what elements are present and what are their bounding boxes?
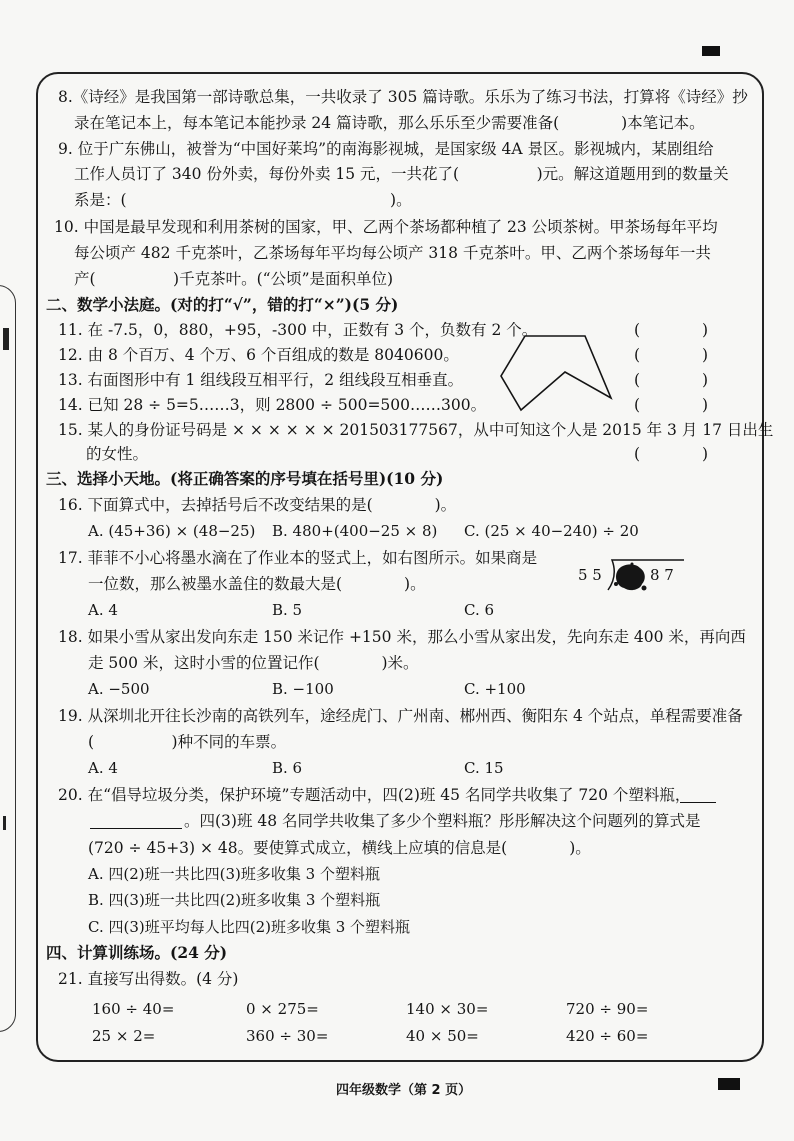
q20-line1: 20. 在“倡导垃圾分类，保护环境”专题活动中，四(2)班 45 名同学共收集了 720 个塑料瓶， bbox=[58, 786, 691, 804]
q16-option-a[interactable]: A. (45+36) × (48−25) bbox=[88, 522, 256, 540]
q20-line2: 。四(3)班 48 名同学共收集了多少个塑料瓶？彤彤解决这个问题列的算式是 bbox=[184, 812, 701, 830]
q15-line1: 15. 某人的身份证号码是 × × × × × × 201503177567，从中可知这个人是 2015 年 3 月 17 日出生 bbox=[58, 421, 774, 439]
q13: 13. 右面图形中有 1 组线段互相平行，2 组线段互相垂直。 bbox=[58, 371, 464, 389]
q10-line2: 每公顷产 482 千克茶叶，乙茶场每年平均每公顷产 318 千克茶叶。甲、乙两个茶场每年一共 bbox=[74, 244, 711, 262]
q9-line1: 9. 位于广东佛山，被誉为“中国好莱坞”的南海影视城，是国家级 4A 景区。影视城内，某剧组给 bbox=[58, 140, 714, 158]
corner-marker-bottom bbox=[718, 1078, 740, 1090]
q10-line3: 产( )千克茶叶。(“公顷”是面积单位) bbox=[74, 270, 394, 288]
calc-item[interactable]: 160 ÷ 40= bbox=[92, 1000, 175, 1018]
q14: 14. 已知 28 ÷ 5=5……3，则 2800 ÷ 500=500……300。 bbox=[58, 396, 487, 414]
q12-answer-paren[interactable]: ( ) bbox=[634, 346, 709, 364]
q10-line1: 10. 中国是最早发现和利用茶树的国家，甲、乙两个茶场都种植了 23 公顷茶树。甲茶场每年平均 bbox=[54, 218, 718, 236]
q15-answer-paren[interactable]: ( ) bbox=[634, 445, 709, 463]
q16-option-c[interactable]: C. (25 × 40−240) ÷ 20 bbox=[464, 522, 639, 540]
q18-line1: 18. 如果小雪从家出发向东走 150 米记作 +150 米，那么小雪从家出发，先向东走 400 米，再向西 bbox=[58, 628, 746, 646]
q14-answer-paren[interactable]: ( ) bbox=[634, 396, 709, 414]
q17-line2: 一位数，那么被墨水盖住的数最大是( )。 bbox=[88, 575, 426, 593]
division-dividend-tail: 8 7 bbox=[650, 566, 674, 584]
q20-option-b[interactable]: B. 四(3)班一共比四(2)班多收集 3 个塑料瓶 bbox=[88, 891, 381, 909]
q19-line2: ( )种不同的车票。 bbox=[88, 733, 287, 751]
calc-item[interactable]: 25 × 2= bbox=[92, 1027, 156, 1045]
q20-line3: (720 ÷ 45+3) × 48。要使算式成立，横线上应填的信息是( )。 bbox=[88, 839, 591, 857]
q20-option-a[interactable]: A. 四(2)班一共比四(3)班多收集 3 个塑料瓶 bbox=[88, 865, 380, 883]
section4-heading: 四、计算训练场。(24 分) bbox=[46, 943, 228, 962]
q20-blank-line-start[interactable] bbox=[90, 828, 182, 829]
q19-option-b[interactable]: B. 6 bbox=[272, 759, 303, 777]
q16-option-b[interactable]: B. 480+(400−25 × 8) bbox=[272, 522, 438, 540]
q13-shape-figure bbox=[495, 332, 615, 412]
q9-line2: 工作人员订了 340 份外卖，每份外卖 15 元，一共花了( )元。解这道题用到的数量关 bbox=[74, 165, 729, 183]
q17-option-b[interactable]: B. 5 bbox=[272, 601, 303, 619]
calc-item[interactable]: 40 × 50= bbox=[406, 1027, 479, 1045]
q20-option-c[interactable]: C. 四(3)班平均每人比四(2)班多收集 3 个塑料瓶 bbox=[88, 918, 411, 936]
q18-option-a[interactable]: A. −500 bbox=[88, 680, 150, 698]
q13-answer-paren[interactable]: ( ) bbox=[634, 371, 709, 389]
division-divisor: 5 5 bbox=[578, 566, 602, 584]
q9-line3: 系是：( )。 bbox=[74, 191, 412, 209]
page-footer: 四年级数学（第 2 页） bbox=[336, 1083, 472, 1098]
q19-option-a[interactable]: A. 4 bbox=[88, 759, 118, 777]
calc-item[interactable]: 140 × 30= bbox=[406, 1000, 489, 1018]
q20-blank-line-end[interactable] bbox=[680, 802, 716, 803]
long-division-figure bbox=[578, 558, 688, 594]
q18-option-b[interactable]: B. −100 bbox=[272, 680, 334, 698]
q17-option-c[interactable]: C. 6 bbox=[464, 601, 495, 619]
q21-stem: 21. 直接写出得数。(4 分) bbox=[58, 970, 239, 988]
q12: 12. 由 8 个百万、4 个万、6 个百组成的数是 8040600。 bbox=[58, 346, 459, 364]
section3-heading: 三、选择小天地。(将正确答案的序号填在括号里)(10 分) bbox=[46, 469, 444, 488]
calc-item[interactable]: 360 ÷ 30= bbox=[246, 1027, 329, 1045]
calc-item[interactable]: 0 × 275= bbox=[246, 1000, 319, 1018]
q19-option-c[interactable]: C. 15 bbox=[464, 759, 504, 777]
calc-item[interactable]: 720 ÷ 90= bbox=[566, 1000, 649, 1018]
q8-line1: 8.《诗经》是我国第一部诗歌总集，一共收录了 305 篇诗歌。乐乐为了练习书法，打算将《诗经》抄 bbox=[58, 88, 748, 106]
q17-line1: 17. 菲菲不小心将墨水滴在了作业本的竖式上，如右图所示。如果商是 bbox=[58, 549, 538, 567]
q17-option-a[interactable]: A. 4 bbox=[88, 601, 118, 619]
q16-stem: 16. 下面算式中，去掉括号后不改变结果的是( )。 bbox=[58, 496, 457, 514]
q19-line1: 19. 从深圳北开往长沙南的高铁列车，途经虎门、广州南、郴州西、衡阳东 4 个站点，单程需要准备 bbox=[58, 707, 743, 725]
corner-marker-top bbox=[702, 46, 720, 56]
ink-blot-icon bbox=[612, 562, 648, 592]
q11: 11. 在 -7.5，0，880，+95，-300 中，正数有 3 个，负数有 2 个。 bbox=[58, 321, 538, 339]
binding-margin bbox=[0, 285, 16, 1032]
q11-answer-paren[interactable]: ( ) bbox=[634, 321, 709, 339]
q8-line2: 录在笔记本上，每本笔记本能抄录 24 篇诗歌，那么乐乐至少需要准备( )本笔记本。 bbox=[74, 114, 705, 132]
q18-option-c[interactable]: C. +100 bbox=[464, 680, 526, 698]
section2-heading: 二、数学小法庭。(对的打“√”，错的打“×”)(5 分) bbox=[46, 295, 399, 314]
q15-line2: 的女性。 bbox=[86, 445, 149, 463]
calc-item[interactable]: 420 ÷ 60= bbox=[566, 1027, 649, 1045]
q18-line2: 走 500 米，这时小雪的位置记作( )米。 bbox=[88, 654, 419, 672]
